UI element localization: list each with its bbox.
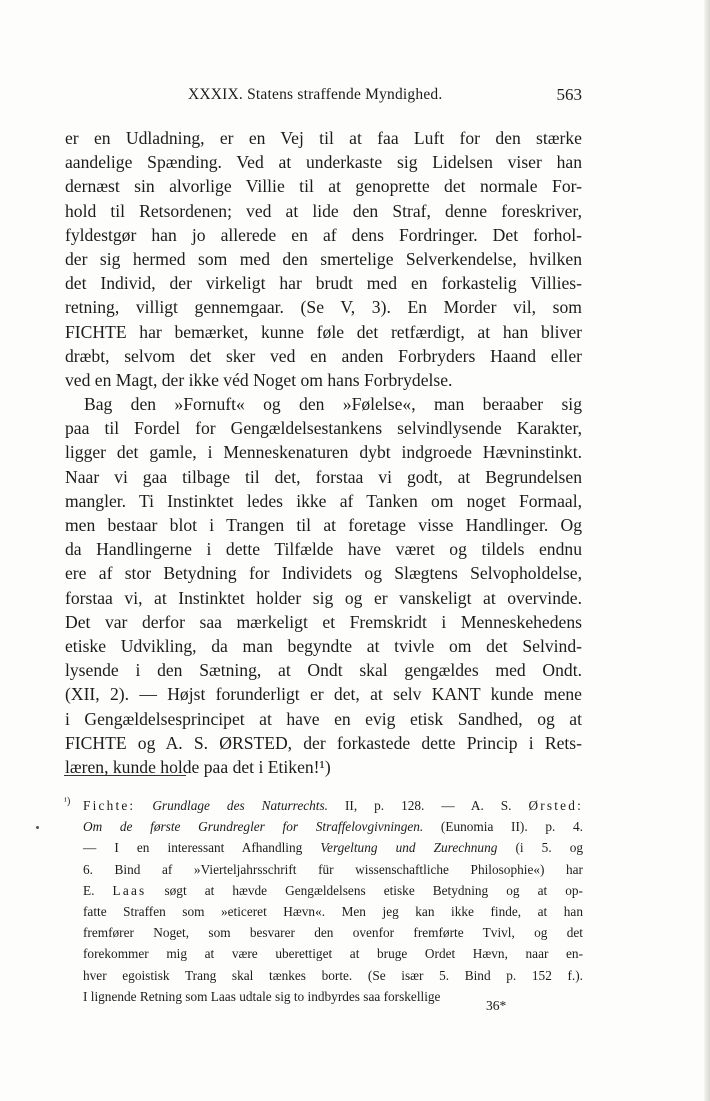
text-line: ved en Magt, der ikke véd Noget om hans Forbrydelse.	[65, 369, 453, 390]
footnote-line: hver egoistisk Trang skal tænkes borte. (Se især 5. Bind p. 152 f.).	[83, 967, 583, 983]
footnote-divider	[64, 775, 186, 776]
text-line: hold til Retsordenen; ved at lide den Straf, denne foreskriver,	[65, 200, 582, 221]
page-edge	[704, 0, 710, 1101]
text-line: retning, villigt gennemgaar. (Se V, 3). En Morder vil, som	[65, 297, 582, 318]
text-line: dernæst sin alvorlige Villie til at genoprette det normale For-	[65, 176, 582, 197]
text-line: i Gengældelsesprincipet at have en evig etisk Sandhed, og at	[65, 708, 582, 729]
citation: (Eunomia II). p. 4.	[440, 819, 583, 835]
footnote-text: søgt at hævde Gengældelsens etiske Betydning og at op-	[164, 882, 583, 898]
text-line: det Individ, der virkeligt har brudt med en forkastelig Villies-	[65, 273, 582, 294]
text-line: der sig hermed som med den smertelige Selverkendelse, hvilken	[65, 248, 582, 269]
footnote-line: I lignende Retning som Laas udtale sig to indbyrdes saa forskellige	[83, 988, 441, 1004]
footnote-line: forekommer mig at være uberettiget at bruge Ordet Hævn, naar en-	[83, 946, 583, 962]
author-name: Fichte:	[83, 798, 136, 813]
footnote-text: — I en interessant Afhandling	[83, 840, 303, 856]
text-line: paa til Fordel for Gengældelsestankens selvindlysende Karakter,	[65, 418, 582, 439]
text-line: forstaa vi, at Instinktet holder sig og er vanskeligt at overvinde.	[65, 587, 582, 608]
footnote-line	[83, 816, 583, 837]
footnote-marker: ¹)	[64, 796, 71, 807]
text-line: ere af stor Betydning for Individets og Slægtens Selvopholdelse,	[65, 563, 582, 584]
citation: II, p. 128. — A. S.	[344, 798, 512, 813]
text-line: Det var derfor saa mærkeligt et Fremskridt i Menneskehedens	[65, 611, 582, 632]
footnote-line: E. Laas søgt at hævde Gengældelsens etiske Betydning og at op-	[83, 882, 583, 898]
page-number: 563	[556, 85, 582, 104]
text-line: mangler. Ti Instinktet ledes ikke af Tanken om noget Formaal,	[65, 490, 582, 511]
page-header	[62, 86, 582, 110]
running-title: XXXIX. Statens straffende Myndighed.	[188, 86, 443, 103]
footnote-line: fremfører Noget, som besvarer den ovenfor fremførte Tvivl, og det	[83, 925, 583, 941]
text-line: (XII, 2). — Højst forunderligt er det, at selv KANT kunde mene	[65, 684, 582, 705]
footnote-line	[83, 837, 583, 858]
text-line: aandelige Spænding. Ved at underkaste sig Lidelsen viser han	[65, 152, 582, 173]
text-line: etiske Udvikling, da man begyndte at tvivle om det Selvind-	[65, 635, 582, 656]
text-line: Bag den »Fornuft« og den »Følelse«, man beraaber sig	[84, 394, 582, 415]
main-text	[65, 126, 582, 779]
footnotes	[64, 795, 584, 1007]
text-line: Naar vi gaa tilbage til det, forstaa vi godt, at Begrundelsen	[65, 466, 582, 487]
work-title: Grundlage des Naturrechts.	[152, 798, 328, 813]
footnote-line: fatte Straffen som »eticeret Hævn«. Men jeg kan ikke finde, at han	[83, 903, 583, 919]
text-line: fyldestgør han jo allerede en af dens Fordringer. Det forhol-	[65, 224, 582, 245]
text-line: da Handlingerne i dette Tilfælde have været og tildels endnu	[65, 539, 582, 560]
signature-mark: 36*	[486, 998, 507, 1013]
text-line: men bestaar blot i Trangen til at foretage visse Handlinger. Og	[65, 515, 582, 535]
work-title: Vergeltung und Zurechnung	[320, 840, 498, 856]
text-line: læren, kunde holde paa det i Etiken!¹)	[65, 756, 331, 777]
text-line: FICHTE har bemærket, kunne føle det retfærdigt, at han bliver	[65, 321, 582, 342]
footnote-line	[64, 795, 584, 816]
text-line: lysende i den Sætning, at Ondt skal gengældes med Ondt.	[65, 660, 582, 681]
footnote-text: (i 5. og	[515, 840, 584, 856]
text-line: er en Udladning, er en Vej til at faa Luft for den stærke	[65, 128, 582, 148]
footnote-line: 6. Bind af »Vierteljahrsschrift für wissenschaftliche Philosophie«) har	[83, 861, 583, 877]
author-name: Laas	[112, 882, 147, 898]
text-line: dræbt, selvom det sker ved en anden Forbryders Haand eller	[65, 345, 582, 366]
text-line: FICHTE og A. S. ØRSTED, der forkastede dette Princip i Rets-	[65, 732, 582, 753]
text-line: ligger det gamle, i Menneskenaturen dybt indgroede Hævninstinkt.	[65, 442, 582, 463]
work-title: Om de første Grundregler for Straffelovgivningen.	[83, 819, 424, 835]
stray-mark	[36, 826, 39, 829]
author-name: Ørsted:	[528, 798, 584, 813]
